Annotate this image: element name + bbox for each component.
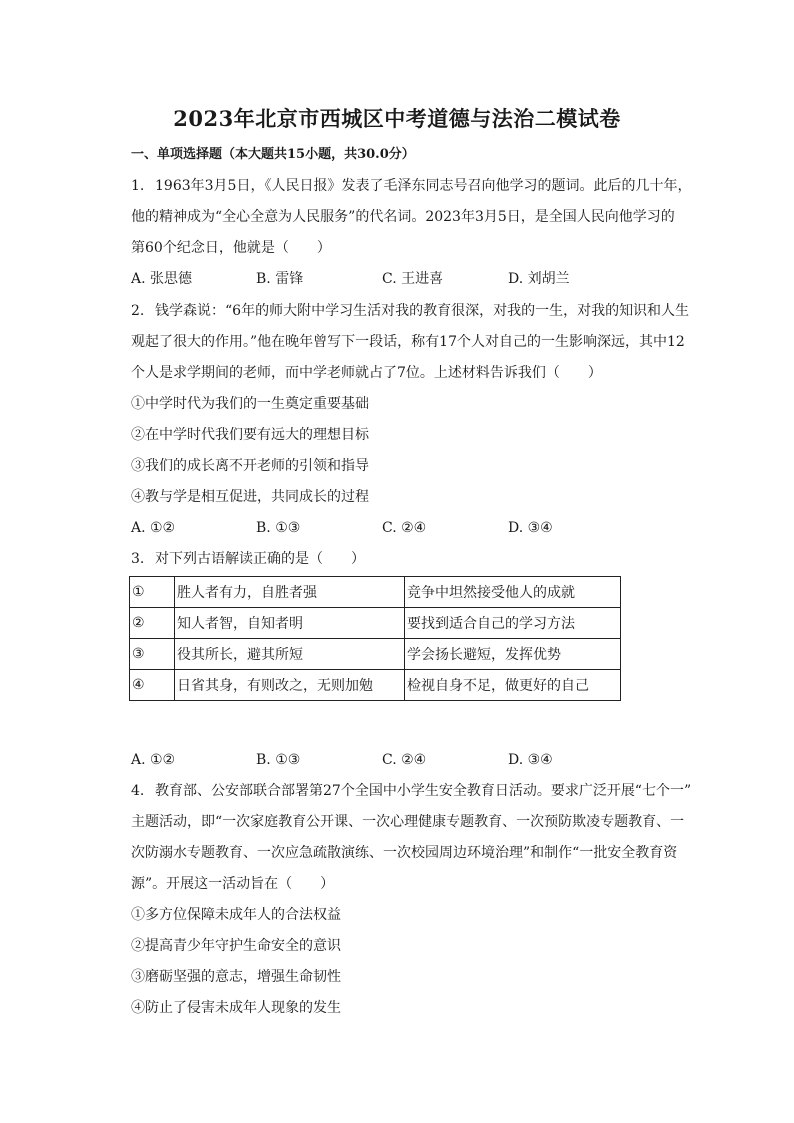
question-4-item-1: ①多方位保障未成年人的合法权益: [131, 907, 341, 923]
option-b: B. ①③: [256, 520, 301, 536]
table-row: [130, 608, 621, 639]
question-3-options: [131, 751, 701, 769]
table-cell: 学会扬长避短，发挥优势: [405, 639, 621, 670]
question-4-number: 4.: [131, 783, 145, 799]
question-1-options: [131, 270, 701, 288]
table-cell: ①: [130, 577, 175, 608]
question-4-item-3: ③磨砺坚强的意志，增强生命韧性: [131, 969, 341, 985]
question-2-item-3: ③我们的成长离不开老师的引领和指导: [131, 458, 369, 474]
question-4-item-2: ②提高青少年守护生命安全的意识: [131, 938, 341, 954]
table-cell: 日省其身，有则改之，无则加勉: [175, 670, 405, 701]
question-1-line-3: 第60个纪念日，他就是（ ）: [131, 240, 331, 256]
question-2-line-1: 2. 钱学森说：“6年的师大附中学习生活对我的教育很深，对我的一生，对我的知识和人生: [131, 303, 690, 319]
question-4-line-1: 4. 教育部、公安部联合部署第27个全国中小学生安全教育日活动。要求广泛开展“七个一”: [131, 783, 692, 799]
option-c: C. ②④: [382, 520, 427, 536]
page-title: 2023年北京市西城区中考道德与法治二模试卷: [173, 106, 621, 131]
question-1-line-2: 他的精神成为“全心全意为人民服务”的代名词。2023年3月5日，是全国人民向他学习的: [131, 209, 675, 225]
option-a: A. 张思德: [131, 271, 193, 287]
table-row: [130, 670, 621, 701]
question-3-number: 3.: [131, 551, 145, 567]
table-row: [130, 639, 621, 670]
section-heading: 一、单项选择题（本大题共15小题，共30.0分）: [131, 147, 415, 162]
question-4-item-4: ④防止了侵害未成年人现象的发生: [131, 1000, 341, 1016]
table-cell: ③: [130, 639, 175, 670]
question-1-number: 1.: [131, 178, 145, 194]
table-cell: ②: [130, 608, 175, 639]
question-4-line-2: 主题活动，即“一次家庭教育公开课、一次心理健康专题教育、一次预防欺凌专题教育、一: [131, 814, 685, 830]
question-1-line-1: 1. 1963年3月5日，《人民日报》发表了毛泽东同志号召向他学习的题词。此后的几十年，: [131, 178, 692, 194]
option-a: A. ①②: [131, 520, 176, 536]
question-3-stem: 3. 对下列古语解读正确的是（ ）: [131, 551, 365, 567]
option-a: A. ①②: [131, 752, 176, 768]
option-b: B. 雷锋: [256, 271, 304, 287]
question-2-item-1: ①中学时代为我们的一生奠定重要基础: [131, 396, 369, 412]
option-d: D. ③④: [508, 752, 553, 768]
table-cell: 要找到适合自己的学习方法: [405, 608, 621, 639]
table-cell: 知人者智，自知者明: [175, 608, 405, 639]
question-2-item-4: ④教与学是相互促进，共同成长的过程: [131, 489, 369, 505]
table-cell: 检视自身不足，做更好的自己: [405, 670, 621, 701]
question-4-line-4: 源”。开展这一活动旨在（ ）: [131, 876, 335, 892]
table-cell: 竞争中坦然接受他人的成就: [405, 577, 621, 608]
question-2-line-3: 个人是求学期间的老师，而中学老师就占了7位。上述材料告诉我们（ ）: [131, 365, 602, 381]
option-b: B. ①③: [256, 752, 301, 768]
table-cell: ④: [130, 670, 175, 701]
table-row: [130, 577, 621, 608]
option-d: D. 刘胡兰: [508, 271, 570, 287]
option-c: C. 王进喜: [382, 271, 444, 287]
option-c: C. ②④: [382, 752, 427, 768]
question-2-line-2: 观起了很大的作用。”他在晚年曾写下一段话，称有17个人对自己的一生影响深远，其中12: [131, 334, 685, 350]
question-2-item-2: ②在中学时代我们要有远大的理想目标: [131, 427, 369, 443]
question-4-line-3: 次防溺水专题教育、一次应急疏散演练、一次校园周边环境治理”和制作“一批安全教育资: [131, 845, 678, 861]
question-2-options: [131, 519, 701, 537]
interpretation-table: [129, 576, 621, 701]
table-cell: 胜人者有力，自胜者强: [175, 577, 405, 608]
option-d: D. ③④: [508, 520, 553, 536]
question-2-number: 2.: [131, 303, 145, 319]
table-cell: 役其所长，避其所短: [175, 639, 405, 670]
